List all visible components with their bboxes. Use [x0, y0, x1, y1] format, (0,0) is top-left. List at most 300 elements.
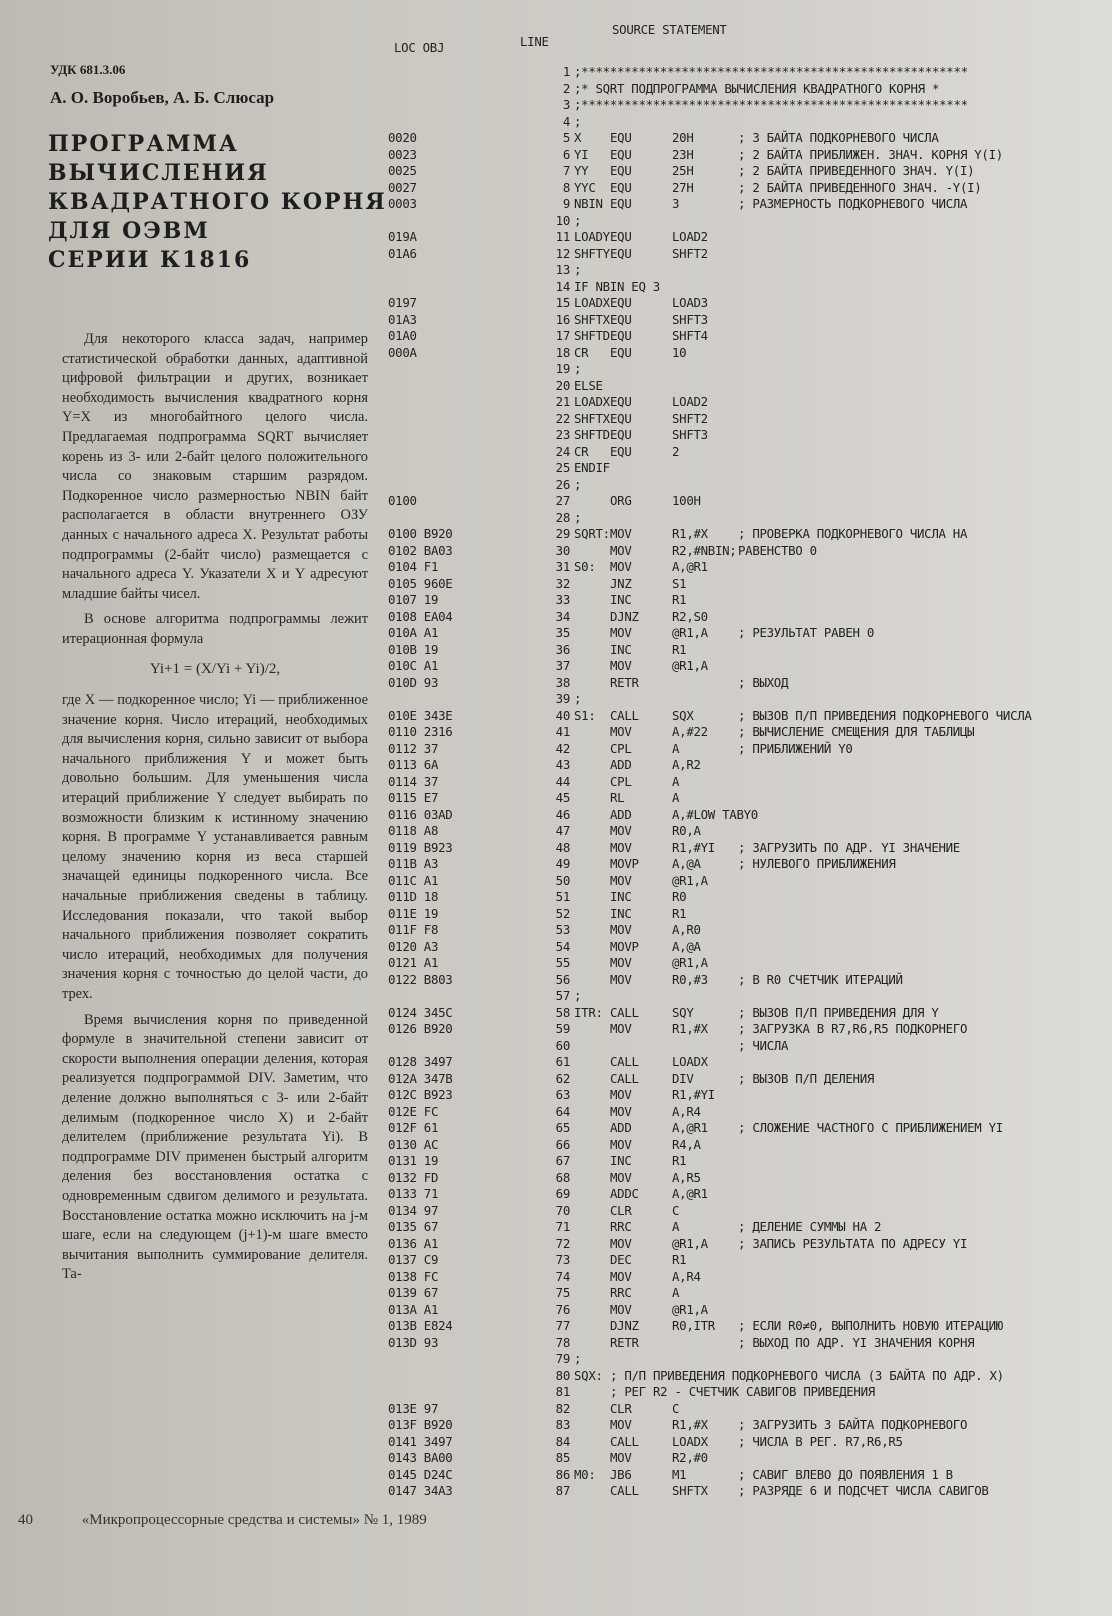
- listing-loc-obj: 0108 EA04: [388, 608, 453, 624]
- listing-opcode: EQU: [610, 443, 632, 459]
- listing-operand: @R1,A: [672, 625, 708, 641]
- listing-label: ;: [574, 691, 582, 707]
- listing-label: ;******************************************************: [574, 64, 968, 79]
- listing-operand: SHFT3: [672, 427, 708, 443]
- listing-operand: A,R2: [672, 757, 701, 773]
- listing-line-number: 26: [555, 476, 570, 492]
- listing-line-number: 37: [555, 658, 570, 674]
- listing-loc-obj: 0138 FC: [388, 1268, 439, 1284]
- listing-operand: R1,#YI: [672, 839, 715, 855]
- listing-comment: ; НУЛЕВОГО ПРИБЛИЖЕНИЯ: [738, 856, 896, 872]
- listing-operand: M1: [672, 1466, 687, 1482]
- listing-line-number: 36: [555, 641, 570, 657]
- listing-opcode: ORG: [610, 493, 632, 509]
- listing-line-number: 77: [555, 1318, 570, 1334]
- listing-loc-obj: 0100 B920: [388, 526, 453, 542]
- column-header-source: SOURCE STATEMENT: [612, 22, 727, 37]
- listing-line-number: 2: [562, 80, 570, 96]
- listing-opcode: ; П/П ПРИВЕДЕНИЯ ПОДКОРНЕВОГО ЧИСЛА (3 БАЙТА ПО АДР. X): [610, 1367, 1004, 1383]
- listing-label: ;: [574, 509, 582, 525]
- listing-line-number: 59: [555, 1021, 570, 1037]
- listing-operand: A,@R1: [672, 559, 708, 575]
- listing-operand: 2: [672, 443, 680, 459]
- listing-operand: SQX: [672, 707, 694, 723]
- listing-comment: ; ЗАПИСЬ РЕЗУЛЬТАТА ПО АДРЕСУ YI: [738, 1235, 968, 1251]
- listing-opcode: MOV: [610, 559, 632, 575]
- listing-loc-obj: 0114 37: [388, 773, 439, 789]
- listing-loc-obj: 0102 BA03: [388, 542, 453, 558]
- listing-opcode: EQU: [610, 146, 632, 162]
- listing-operand: SHFT2: [672, 410, 708, 426]
- listing-opcode: CLR: [610, 1400, 632, 1416]
- article-title: [48, 130, 387, 275]
- listing-opcode: DJNZ: [610, 608, 639, 624]
- listing-line-number: 34: [555, 608, 570, 624]
- column-header-loc-obj: LOC OBJ: [394, 40, 445, 55]
- listing-line-number: 42: [555, 740, 570, 756]
- title-line: ПРОГРАММА: [48, 131, 239, 157]
- listing-opcode: MOV: [610, 1021, 632, 1037]
- listing-opcode: ; РЕГ R2 - СЧЕТЧИК САВИГОВ ПРИВЕДЕНИЯ: [610, 1384, 875, 1400]
- listing-operand: SQY: [672, 1004, 694, 1020]
- listing-line-number: 68: [555, 1169, 570, 1185]
- article-body: [62, 330, 368, 1291]
- listing-opcode: MOV: [610, 971, 632, 987]
- listing-loc-obj: 0143 BA00: [388, 1450, 453, 1466]
- listing-opcode: EQU: [610, 179, 632, 195]
- listing-operand: R0,A: [672, 823, 701, 839]
- listing-operand: R2,S0: [672, 608, 708, 624]
- listing-line-number: 14: [555, 278, 570, 294]
- listing-line-number: 67: [555, 1153, 570, 1169]
- listing-operand: A: [672, 773, 680, 789]
- listing-comment: ; ЗАГРУЗИТЬ 3 БАЙТА ПОДКОРНЕВОГО: [738, 1417, 968, 1433]
- listing-operand: A,@R1: [672, 1120, 708, 1136]
- listing-loc-obj: 0100: [388, 493, 417, 509]
- listing-line-number: 56: [555, 971, 570, 987]
- listing-operand: LOAD3: [672, 295, 708, 311]
- listing-opcode: CALL: [610, 1433, 639, 1449]
- listing-opcode: MOV: [610, 839, 632, 855]
- listing-line-number: 3: [562, 97, 570, 112]
- listing-opcode: ADD: [610, 806, 632, 822]
- listing-line-number: 66: [555, 1136, 570, 1152]
- listing-opcode: RETR: [610, 1334, 639, 1350]
- listing-label: S1:: [574, 707, 596, 723]
- listing-loc-obj: 010C A1: [388, 658, 439, 674]
- listing-operand: A,@R1: [672, 1186, 708, 1202]
- listing-operand: R1,#X: [672, 526, 708, 542]
- listing-comment: ; РЕЗУЛЬТАТ РАВЕН 0: [738, 625, 875, 641]
- listing-operand: 23H: [672, 146, 694, 162]
- listing-label: ITR:: [574, 1004, 603, 1020]
- listing-loc-obj: 0003: [388, 196, 417, 212]
- listing-label: ELSE: [574, 377, 603, 393]
- listing-label: YYC: [574, 179, 596, 195]
- listing-line-number: 57: [555, 988, 570, 1004]
- listing-loc-obj: 011B A3: [388, 856, 439, 872]
- listing-loc-obj: 0135 67: [388, 1219, 439, 1235]
- listing-operand: R1: [672, 905, 687, 921]
- listing-label: LOADX: [574, 295, 610, 311]
- listing-line-number: 65: [555, 1120, 570, 1136]
- listing-comment: ; ВЫЗОВ П/П ДЕЛЕНИЯ: [738, 1070, 875, 1086]
- listing-comment: ; ЕСЛИ R0≠0, ВЫПОЛНИТЬ НОВУЮ ИТЕРАЦИЮ: [738, 1318, 1003, 1334]
- journal-citation: «Микропроцессорные средства и системы» № 1, 1989: [81, 1512, 427, 1528]
- listing-loc-obj: 0112 37: [388, 740, 439, 756]
- listing-line-number: 86: [555, 1466, 570, 1482]
- listing-loc-obj: 012A 347B: [388, 1070, 453, 1086]
- listing-line-number: 52: [555, 905, 570, 921]
- listing-opcode: MOV: [610, 823, 632, 839]
- listing-loc-obj: 0147 34A3: [388, 1483, 453, 1499]
- listing-line-number: 9: [562, 196, 570, 212]
- listing-operand: LOAD2: [672, 229, 708, 245]
- listing-operand: 27H: [672, 179, 694, 195]
- listing-line-number: 33: [555, 592, 570, 608]
- listing-line-number: 28: [555, 509, 570, 525]
- listing-operand: R0,ITR: [672, 1318, 715, 1334]
- listing-loc-obj: 0105 960E: [388, 575, 453, 591]
- listing-operand: R1: [672, 592, 687, 608]
- listing-line-number: 19: [555, 361, 570, 377]
- listing-loc-obj: 0137 C9: [388, 1252, 439, 1268]
- listing-label: NBIN: [574, 196, 603, 212]
- listing-label: ;: [574, 113, 582, 129]
- listing-opcode: MOV: [610, 955, 632, 971]
- listing-opcode: CALL: [610, 1483, 639, 1499]
- listing-line-number: 43: [555, 757, 570, 773]
- paragraph: Для некоторого класса задач, например статистической обработки данных, адаптивной цифровой фильтрации и других, возникает необходимость вычисления квадратного корня Y=X из многобайтного целого числа. Предлагаемая подпрограмма SQRT вычисляет корень из 3- или 2-байт целого положительного числа со знаковым старшим разрядом. Подкоренное число размерностью NBIN байт располагается в области внутреннего ОЗУ данных с начального адреса X. Результат работы подпрограммы (2-байт число) размещается с начального адреса Y. Указатели X и Y адресуют младшие байты чисел.: [62, 331, 368, 602]
- listing-loc-obj: 0124 345C: [388, 1004, 453, 1020]
- listing-line-number: 84: [555, 1433, 570, 1449]
- listing-opcode: EQU: [610, 163, 632, 179]
- listing-comment: ; САВИГ ВЛЕВО ДО ПОЯВЛЕНИЯ 1 В: [738, 1466, 953, 1482]
- listing-label: CR: [574, 344, 589, 360]
- listing-loc-obj: 0104 F1: [388, 559, 439, 575]
- listing-opcode: CPL: [610, 740, 632, 756]
- listing-comment: ; ВЫЗОВ П/П ПРИВЕДЕНИЯ ПОДКОРНЕВОГО ЧИСЛА: [738, 707, 1032, 723]
- listing-loc-obj: 01A6: [388, 245, 417, 261]
- listing-loc-obj: 0121 A1: [388, 955, 439, 971]
- listing-label: SHFTD: [574, 427, 610, 443]
- listing-operand: R4,A: [672, 1136, 701, 1152]
- title-line: ДЛЯ ОЭВМ: [48, 218, 210, 244]
- paragraph: где X — подкоренное число; Yi — приближенное значение корня. Число итераций, необходимых для вычисления корня, сильно зависит от выбора начального приближения Y и может быть довольно большим. Для уменьшения числа итераций приближение Y следует выбирать по возможности близким к истинному значению корня. В программе Y устанавливается равным целому значению корня из веса старшей значащей единицы подкоренного числа. Все начальные приближения сведены в таблицу. Исследования показали, что такой выбор начального приближения позволяет сократить число итераций, необходимых для получения значения корня с точностью до целой части, до трех.: [62, 692, 368, 1002]
- listing-loc-obj: 0145 D24C: [388, 1466, 453, 1482]
- listing-operand: SHFT3: [672, 311, 708, 327]
- listing-operand: R1,#X: [672, 1021, 708, 1037]
- listing-line-number: 64: [555, 1103, 570, 1119]
- listing-line-number: 8: [562, 179, 570, 195]
- listing-line-number: 72: [555, 1235, 570, 1251]
- listing-loc-obj: 0136 A1: [388, 1235, 439, 1251]
- listing-opcode: CALL: [610, 1004, 639, 1020]
- listing-line-number: 25: [555, 460, 570, 476]
- listing-loc-obj: 013F B920: [388, 1417, 453, 1433]
- listing-operand: SHFT2: [672, 245, 708, 261]
- listing-opcode: CALL: [610, 1070, 639, 1086]
- listing-loc-obj: 010B 19: [388, 641, 439, 657]
- listing-opcode: MOV: [610, 1450, 632, 1466]
- listing-operand: @R1,A: [672, 955, 708, 971]
- listing-operand: @R1,A: [672, 658, 708, 674]
- listing-label: ;******************************************************: [574, 97, 968, 112]
- listing-comment: ; 2 БАЙТА ПРИВЕДЕННОГО ЗНАЧ. Y(I): [738, 163, 975, 179]
- listing-line-number: 44: [555, 773, 570, 789]
- listing-opcode: RETR: [610, 674, 639, 690]
- listing-opcode: MOV: [610, 1235, 632, 1251]
- title-line: СЕРИИ К1816: [48, 247, 252, 273]
- listing-operand: C: [672, 1202, 680, 1218]
- listing-comment: ; СЛОЖЕНИЕ ЧАСТНОГО С ПРИБЛИЖЕНИЕМ YI: [738, 1120, 1003, 1136]
- listing-operand: @R1,A: [672, 1235, 708, 1251]
- listing-operand: SHFT4: [672, 328, 708, 344]
- listing-line-number: 79: [555, 1351, 570, 1367]
- listing-loc-obj: 010D 93: [388, 674, 439, 690]
- listing-line-number: 29: [555, 526, 570, 542]
- listing-opcode: EQU: [610, 130, 632, 146]
- listing-line-number: 73: [555, 1252, 570, 1268]
- listing-operand: R0,#3: [672, 971, 708, 987]
- listing-loc-obj: 0128 3497: [388, 1054, 453, 1070]
- listing-opcode: RRC: [610, 1285, 632, 1301]
- listing-line-number: 31: [555, 559, 570, 575]
- paragraph: В основе алгоритма подпрограммы лежит итерационная формула: [62, 611, 368, 647]
- listing-line-number: 46: [555, 806, 570, 822]
- listing-loc-obj: 010A A1: [388, 625, 439, 641]
- listing-opcode: CPL: [610, 773, 632, 789]
- listing-label: ;: [574, 476, 582, 492]
- listing-label: ;: [574, 1351, 582, 1367]
- listing-comment: ; ЗАГРУЗКА В R7,R6,R5 ПОДКОРНЕГО: [738, 1021, 968, 1037]
- listing-label: X: [574, 130, 582, 146]
- listing-loc-obj: 013D 93: [388, 1334, 439, 1350]
- listing-line-number: 20: [555, 377, 570, 393]
- listing-operand: 10: [672, 344, 687, 360]
- authors: А. О. Воробьев, А. Б. Слюсар: [50, 88, 275, 107]
- title-line: ВЫЧИСЛЕНИЯ: [48, 160, 269, 186]
- listing-label: ;: [574, 262, 582, 278]
- listing-line-number: 35: [555, 625, 570, 641]
- listing-opcode: MOVP: [610, 938, 639, 954]
- listing-line-number: 11: [555, 229, 570, 245]
- listing-operand: A,@A: [672, 938, 701, 954]
- listing-operand: R0: [672, 889, 687, 905]
- listing-opcode: INC: [610, 592, 632, 608]
- listing-loc-obj: 0133 71: [388, 1186, 439, 1202]
- listing-operand: R1: [672, 1252, 687, 1268]
- listing-opcode: MOV: [610, 724, 632, 740]
- listing-line-number: 17: [555, 328, 570, 344]
- listing-line-number: 16: [555, 311, 570, 327]
- listing-comment: ; ЧИСЛА: [738, 1037, 789, 1053]
- listing-operand: A,#22: [672, 724, 708, 740]
- listing-loc-obj: 0115 E7: [388, 790, 439, 806]
- listing-label: ENDIF: [574, 460, 610, 476]
- listing-loc-obj: 0131 19: [388, 1153, 439, 1169]
- listing-opcode: MOVP: [610, 856, 639, 872]
- listing-operand: A: [672, 740, 680, 756]
- listing-label: IF NBIN EQ 3: [574, 278, 660, 294]
- listing-comment: РАВЕНСТВО 0: [738, 542, 817, 558]
- listing-opcode: ADDC: [610, 1186, 639, 1202]
- listing-loc-obj: 013A A1: [388, 1301, 439, 1317]
- listing-line-number: 39: [555, 691, 570, 707]
- listing-loc-obj: 01A0: [388, 328, 417, 344]
- listing-opcode: INC: [610, 641, 632, 657]
- listing-opcode: MOV: [610, 1136, 632, 1152]
- listing-loc-obj: 0116 03AD: [388, 806, 453, 822]
- listing-line-number: 54: [555, 938, 570, 954]
- listing-opcode: EQU: [610, 344, 632, 360]
- iteration-formula: Yi+1 = (X/Yi + Yi)/2,: [149, 660, 281, 677]
- paragraph: Время вычисления корня по приведенной формуле в значительной степени зависит от скорости выполнения операции деления, которая реализуется подпрограммой DIV. Заметим, что деление должно выполняться с 3- или 2-байт делимым (подкоренное число X) и 2-байт делителем (приближение результата Yi). В подпрограмме DIV применен быстрый алгоритм деления без восстановления остатка с одновременным сдвигом делимого и результата. Восстановление остатка можно исключить на j-м шаге, если на следующем (j+1)-м шаге вместо вычитания выполнить суммирование делителя. Та-: [62, 1011, 368, 1283]
- listing-opcode: MOV: [610, 658, 632, 674]
- listing-opcode: EQU: [610, 394, 632, 410]
- listing-loc-obj: 0025: [388, 163, 417, 179]
- listing-line-number: 83: [555, 1417, 570, 1433]
- listing-line-number: 12: [555, 245, 570, 261]
- listing-line-number: 61: [555, 1054, 570, 1070]
- udk-code: УДК 681.3.06: [50, 62, 126, 77]
- listing-operand: A,#LOW TABY0: [672, 806, 758, 822]
- listing-opcode: MOV: [610, 1103, 632, 1119]
- listing-opcode: CALL: [610, 1054, 639, 1070]
- listing-opcode: RL: [610, 790, 625, 806]
- listing-label: SQRT:: [574, 526, 610, 542]
- listing-opcode: EQU: [610, 410, 632, 426]
- listing-label: SHFTX: [574, 410, 610, 426]
- listing-line-number: 24: [555, 443, 570, 459]
- listing-operand: A,R5: [672, 1169, 701, 1185]
- listing-operand: @R1,A: [672, 1301, 708, 1317]
- listing-line-number: 85: [555, 1450, 570, 1466]
- listing-comment: ; 3 БАЙТА ПОДКОРНЕВОГО ЧИСЛА: [738, 130, 939, 146]
- listing-line-number: 50: [555, 872, 570, 888]
- listing-line-number: 41: [555, 724, 570, 740]
- listing-loc-obj: 0113 6A: [388, 757, 439, 773]
- listing-opcode: MOV: [610, 625, 632, 641]
- listing-label: SQX:: [574, 1367, 603, 1383]
- listing-operand: LOADX: [672, 1433, 708, 1449]
- listing-operand: A,@A: [672, 856, 701, 872]
- listing-opcode: JB6: [610, 1466, 632, 1482]
- listing-line-number: 40: [555, 707, 570, 723]
- listing-loc-obj: 0139 67: [388, 1285, 439, 1301]
- listing-operand: R1,#YI: [672, 1087, 715, 1103]
- listing-comment: ; ВЫЗОВ П/П ПРИВЕДЕНИЯ ДЛЯ Y: [738, 1004, 939, 1020]
- listing-opcode: DJNZ: [610, 1318, 639, 1334]
- listing-operand: DIV: [672, 1070, 694, 1086]
- listing-opcode: EQU: [610, 311, 632, 327]
- listing-line-number: 22: [555, 410, 570, 426]
- listing-opcode: EQU: [610, 245, 632, 261]
- listing-loc-obj: 0120 A3: [388, 938, 439, 954]
- listing-comment: ; ДЕЛЕНИЕ СУММЫ НА 2: [738, 1219, 882, 1235]
- title-line: КВАДРАТНОГО КОРНЯ: [48, 189, 387, 215]
- listing-line-number: 38: [555, 674, 570, 690]
- listing-operand: A,R4: [672, 1268, 701, 1284]
- listing-operand: R2,#0: [672, 1450, 708, 1466]
- listing-line-number: 51: [555, 889, 570, 905]
- listing-line-number: 30: [555, 542, 570, 558]
- listing-operand: S1: [672, 575, 687, 591]
- listing-loc-obj: 011D 18: [388, 889, 439, 905]
- listing-operand: @R1,A: [672, 872, 708, 888]
- listing-line-number: 23: [555, 427, 570, 443]
- listing-loc-obj: 011E 19: [388, 905, 439, 921]
- listing-label: ;: [574, 988, 582, 1004]
- listing-line-number: 1: [562, 64, 570, 79]
- listing-loc-obj: 011C A1: [388, 872, 439, 888]
- listing-loc-obj: 0197: [388, 295, 417, 311]
- listing-loc-obj: 0130 AC: [388, 1136, 439, 1152]
- listing-line-number: 7: [562, 163, 570, 179]
- listing-operand: 100H: [672, 493, 701, 509]
- listing-line-number: 18: [555, 344, 570, 360]
- listing-comment: ; ВЫХОД ПО АДР. YI ЗНАЧЕНИЯ КОРНЯ: [738, 1334, 975, 1350]
- listing-line-number: 47: [555, 823, 570, 839]
- listing-operand: 3: [672, 196, 680, 212]
- page-number: 40: [18, 1512, 33, 1528]
- listing-operand: LOADX: [672, 1054, 708, 1070]
- listing-opcode: JNZ: [610, 575, 632, 591]
- listing-loc-obj: 0118 A8: [388, 823, 439, 839]
- listing-operand: LOAD2: [672, 394, 708, 410]
- listing-loc-obj: 0027: [388, 179, 417, 195]
- listing-comment: ; ПРОВЕРКА ПОДКОРНЕВОГО ЧИСЛА НА: [738, 526, 968, 542]
- listing-label: S0:: [574, 559, 596, 575]
- listing-loc-obj: 0132 FD: [388, 1169, 439, 1185]
- listing-line-number: 87: [555, 1483, 570, 1499]
- listing-opcode: INC: [610, 905, 632, 921]
- listing-operand: A,R4: [672, 1103, 701, 1119]
- listing-line-number: 63: [555, 1087, 570, 1103]
- listing-opcode: MOV: [610, 526, 632, 542]
- listing-loc-obj: 012E FC: [388, 1103, 439, 1119]
- listing-opcode: ADD: [610, 757, 632, 773]
- listing-loc-obj: 0122 B803: [388, 971, 453, 987]
- listing-opcode: CALL: [610, 707, 639, 723]
- listing-comment: ; ЧИСЛА В РЕГ. R7,R6,R5: [738, 1433, 903, 1449]
- listing-opcode: MOV: [610, 1417, 632, 1433]
- listing-loc-obj: 0119 B923: [388, 839, 453, 855]
- listing-comment: ; РАЗМЕРНОСТЬ ПОДКОРНЕВОГО ЧИСЛА: [738, 196, 968, 212]
- listing-line-number: 48: [555, 839, 570, 855]
- listing-comment: ; 2 БАЙТА ПРИВЕДЕННОГО ЗНАЧ. -Y(I): [738, 179, 982, 195]
- listing-line-number: 27: [555, 493, 570, 509]
- listing-operand: R1: [672, 641, 687, 657]
- listing-loc-obj: 0020: [388, 130, 417, 146]
- listing-line-number: 82: [555, 1400, 570, 1416]
- listing-loc-obj: 013B E824: [388, 1318, 453, 1334]
- listing-label: LOADY: [574, 229, 610, 245]
- listing-opcode: CLR: [610, 1202, 632, 1218]
- listing-loc-obj: 013E 97: [388, 1400, 439, 1416]
- listing-line-number: 62: [555, 1070, 570, 1086]
- listing-label: ;* SQRT ПОДПРОГРАММА ВЫЧИСЛЕНИЯ КВАДРАТНОГО КОРНЯ *: [574, 80, 940, 96]
- listing-loc-obj: 000A: [388, 344, 417, 360]
- listing-line-number: 6: [562, 146, 570, 162]
- column-header-line: LINE: [520, 34, 549, 49]
- listing-operand: A: [672, 790, 680, 806]
- listing-opcode: EQU: [610, 229, 632, 245]
- listing-operand: R2,#NBIN;: [672, 542, 737, 558]
- listing-operand: 25H: [672, 163, 694, 179]
- listing-opcode: ADD: [610, 1120, 632, 1136]
- listing-label: ;: [574, 361, 582, 377]
